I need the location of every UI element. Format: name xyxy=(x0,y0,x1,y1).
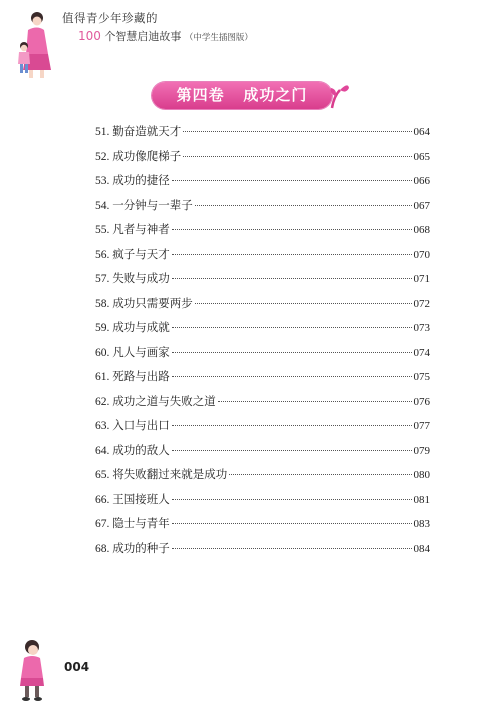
toc-entry-title: 51. 勤奋造就天才 xyxy=(95,126,182,138)
section-title: 第四卷 成功之门 xyxy=(176,86,308,104)
toc-entry xyxy=(95,540,430,565)
toc-entry xyxy=(95,148,430,173)
toc-entry-page: 070 xyxy=(413,248,430,261)
dot-leader xyxy=(172,254,412,255)
toc-entry-title: 60. 凡人与画家 xyxy=(95,346,170,359)
dot-leader xyxy=(172,352,412,353)
dot-leader xyxy=(172,376,412,377)
toc-entry-page: 075 xyxy=(413,371,430,383)
toc-entry xyxy=(95,417,430,442)
toc-entry-title: 64. 成功的敌人 xyxy=(95,444,170,457)
toc-entry-title: 68. 成功的种子 xyxy=(95,542,170,555)
girl-figure-icon xyxy=(10,638,54,702)
toc-entry-page: 079 xyxy=(413,444,430,457)
toc-entry-title: 55. 凡者与神者 xyxy=(95,224,170,236)
subtitle-number: 100 xyxy=(78,29,101,43)
edition-label: （中学生插图版） xyxy=(184,33,253,43)
dot-leader xyxy=(172,425,412,426)
dot-leader xyxy=(183,156,411,157)
dot-leader xyxy=(195,303,412,304)
dot-leader xyxy=(172,523,412,524)
page-number: 004 xyxy=(64,660,90,674)
dot-leader xyxy=(172,327,412,328)
toc-entry-page: 067 xyxy=(413,199,430,212)
toc-entry-title: 61. 死路与出路 xyxy=(95,371,170,383)
toc-entry-page: 073 xyxy=(413,322,430,334)
toc-entry-page: 077 xyxy=(413,420,430,432)
toc-entry xyxy=(95,123,430,148)
toc-entry-page: 066 xyxy=(413,175,430,187)
toc-entry-title: 54. 一分钟与一辈子 xyxy=(95,199,193,212)
toc-entry-title: 56. 疯子与天才 xyxy=(95,248,170,261)
dot-leader xyxy=(172,180,412,181)
toc-entry xyxy=(95,515,430,540)
toc-entry-page: 074 xyxy=(413,346,430,359)
toc-entry-title: 52. 成功像爬梯子 xyxy=(95,150,182,163)
table-of-contents xyxy=(95,123,430,564)
mother-child-figure-icon xyxy=(10,8,54,82)
toc-entry-page: 076 xyxy=(413,395,430,408)
book-subtitle xyxy=(78,28,253,44)
toc-entry-page: 080 xyxy=(413,469,430,481)
toc-entry-title: 63. 入口与出口 xyxy=(95,420,170,432)
toc-entry xyxy=(95,246,430,271)
toc-entry-title: 67. 隐士与青年 xyxy=(95,518,170,530)
dot-leader xyxy=(229,474,411,475)
dot-leader xyxy=(195,205,412,206)
toc-entry-page: 081 xyxy=(413,493,430,506)
dot-leader xyxy=(172,229,412,230)
toc-entry-page: 065 xyxy=(413,150,430,163)
toc-entry-page: 068 xyxy=(413,224,430,236)
toc-entry xyxy=(95,393,430,418)
dot-leader xyxy=(218,401,412,402)
toc-entry-title: 62. 成功之道与失败之道 xyxy=(95,395,216,408)
toc-entry-title: 59. 成功与成就 xyxy=(95,322,170,334)
dot-leader xyxy=(172,548,412,549)
dot-leader xyxy=(172,499,412,500)
dot-leader xyxy=(172,278,412,279)
toc-entry xyxy=(95,368,430,393)
toc-entry-page: 071 xyxy=(413,273,430,285)
toc-entry-page: 064 xyxy=(413,126,430,138)
section-banner xyxy=(152,82,348,111)
dot-leader xyxy=(172,450,412,451)
toc-entry-page: 083 xyxy=(413,518,430,530)
toc-entry xyxy=(95,344,430,369)
toc-entry xyxy=(95,172,430,197)
toc-entry-title: 57. 失败与成功 xyxy=(95,273,170,285)
toc-entry xyxy=(95,442,430,467)
toc-entry xyxy=(95,270,430,295)
subtitle-text: 个智慧启迪故事 xyxy=(104,30,182,43)
toc-entry xyxy=(95,197,430,222)
toc-entry-page: 072 xyxy=(413,297,430,310)
toc-entry-title: 53. 成功的捷径 xyxy=(95,175,170,187)
toc-entry xyxy=(95,221,430,246)
toc-entry-title: 65. 将失败翻过来就是成功 xyxy=(95,469,228,481)
toc-entry xyxy=(95,319,430,344)
toc-entry-page: 084 xyxy=(413,542,430,555)
dot-leader xyxy=(183,131,411,132)
book-series-title: 值得青少年珍藏的 xyxy=(62,11,158,25)
toc-entry-title: 58. 成功只需要两步 xyxy=(95,297,193,310)
sprout-icon xyxy=(328,80,350,110)
toc-entry xyxy=(95,466,430,491)
toc-entry xyxy=(95,491,430,516)
toc-entry-title: 66. 王国接班人 xyxy=(95,493,170,506)
toc-entry xyxy=(95,295,430,320)
